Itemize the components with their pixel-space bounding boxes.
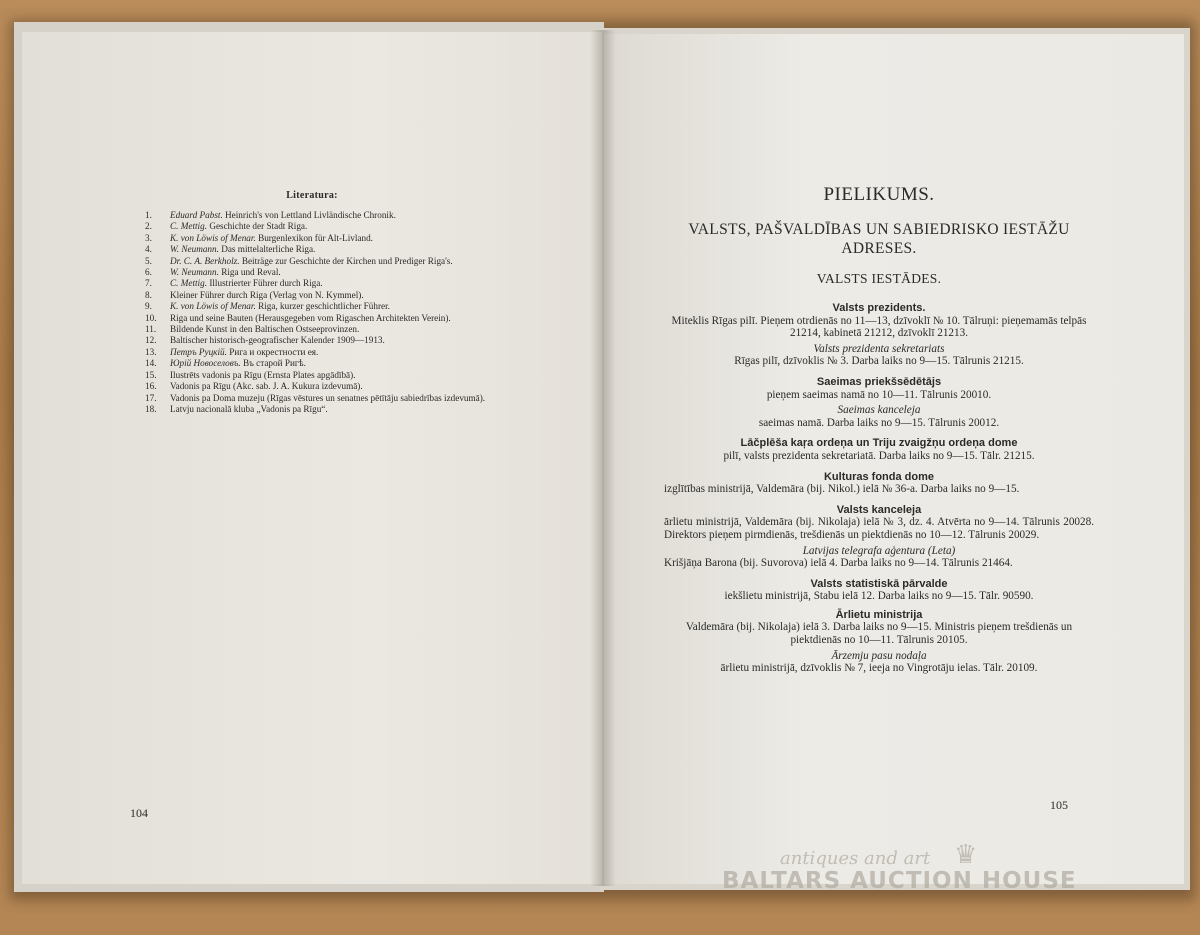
section-subtitle: Latvijas telegrafa aģentura (Leta): [802, 544, 956, 557]
section-subtext: Rīgas pilī, dzīvoklis № 3. Darba laiks no 9—15. Tālrunis 21215.: [734, 355, 1024, 368]
book-gutter: [590, 30, 616, 886]
section-subtext: ārlietu ministrijā, dzīvoklis № 7, ieeja no Vingrotāju ielas. Tālr. 20109.: [720, 662, 1038, 675]
section-text: ārlietu ministrijā, Valdemāra (bij. Nikolaja) ielā № 3, dz. 4. Atvērta no 9—14. Tālrunis 20028. Direktors pieņem pirmdienās, trešdienās un piektdienās no 10—12. Tālrunis 20029.: [664, 516, 1094, 541]
section-text: iekšlietu ministrijā, Stabu ielā 12. Darba laiks no 9—15. Tālr. 90590.: [724, 590, 1034, 603]
section-text: pilī, valsts prezidenta sekretariatā. Darba laiks no 9—15. Tālr. 21215.: [723, 449, 1035, 462]
section-subtitle: Ārzemju pasu nodaļa: [831, 649, 927, 662]
section-subtext: Krišjāņa Barona (bij. Suvorova) ielā 4. Darba laiks no 9—14. Tālrunis 21464.: [664, 557, 1013, 570]
list-item: 9. K. von Löwis of Menar. Riga, kurzer geschichtlicher Führer.: [145, 301, 390, 312]
list-item: 18. Latvju nacionalā kluba „Vadonis pa Rīgu“.: [145, 403, 328, 414]
list-item: 1. Eduard Pabst. Heinrich's von Lettland Livländische Chronik.: [145, 210, 396, 220]
page-number-left: 104: [130, 806, 148, 820]
section-title: Ārlietu ministrija: [835, 608, 923, 621]
list-item: 8. Kleiner Führer durch Riga (Verlag von N. Kymmel).: [145, 289, 364, 300]
list-item: 15. Ilustrēts vadonis pa Rīgu (Ernsta Plates apgādībā).: [145, 369, 356, 380]
section-title: Valsts prezidents.: [832, 302, 926, 314]
list-item: 17. Vadonis pa Doma muzeju (Rīgas vēstures un senatnes pētītāju sabiedrības izdevumā).: [145, 392, 486, 403]
list-item: 4. W. Neumann. Das mittelalterliche Riga.: [145, 244, 316, 255]
list-item: 3. K. von Löwis of Menar. Burgenlexikon für Alt-Livland.: [145, 232, 373, 243]
section-title: Valsts kanceleja: [836, 503, 922, 516]
watermark-tagline: antiques and art: [780, 848, 931, 869]
section-text: izglītības ministrijā, Valdemāra (bij. Nikol.) ielā № 36-a. Darba laiks no 9—15.: [664, 483, 1020, 496]
section-subtitle: Valsts prezidenta sekretariats: [813, 342, 945, 355]
literature-list: [145, 210, 585, 415]
list-item: 11. Bildende Kunst in den Baltischen Ostseeprovinzen.: [145, 324, 360, 335]
list-item: 6. W. Neumann. Riga und Reval.: [145, 267, 281, 278]
list-item: 7. C. Mettig. Illustrierter Führer durch Riga.: [145, 278, 323, 289]
section-title: Saeimas priekšsēdētājs: [816, 375, 942, 388]
institution-entries: [664, 296, 1094, 675]
page-number-right: 105: [1050, 798, 1068, 812]
right-page: [604, 34, 1184, 884]
list-item: 5. Dr. C. A. Berkholz. Beiträge zur Geschichte der Kirchen und Prediger Riga's.: [145, 255, 453, 266]
literature-title: Literatura:: [286, 190, 338, 201]
appendix-title: PIELIKUMS.: [823, 184, 935, 205]
section-text: Miteklis Rīgas pilī. Pieņem otrdienās no 11—13, dzīvoklī № 10. Tālruņi: pieņemamās telpās 21214, kabinetā 21212, dzīvoklī 21213.: [671, 314, 1087, 340]
section-subtext: saeimas namā. Darba laiks no 9—15. Tālrunis 20012.: [758, 416, 1000, 429]
list-item: 2. C. Mettig. Geschichte der Stadt Riga.: [145, 221, 308, 232]
section-text: pieņem saeimas namā no 10—11. Tālrunis 20010.: [766, 388, 992, 401]
addresses-heading: VALSTS, PAŠVALDĪBAS UN SABIEDRISKO IESTĀŽU ADRESES.: [688, 221, 1070, 257]
state-institutions-heading: VALSTS IESTĀDES.: [816, 271, 942, 286]
list-item: 13. Петръ Руцкій. Рига и окрестности ея.: [145, 346, 319, 357]
list-item: 12. Baltischer historisch-geografischer Kalender 1909—1913.: [145, 335, 385, 346]
section-title: Valsts statistiskā pārvalde: [810, 577, 948, 590]
section-text: Valdemāra (bij. Nikolaja) ielā 3. Darba laiks no 9—15. Ministris pieņem trešdienās un piektdienās no 10—11. Tālrunis 20105.: [685, 621, 1073, 647]
list-item: 14. Юрій Новоселовъ. Въ старой Ригѣ.: [145, 358, 306, 369]
section-title: Lāčplēša kaŗa ordeņa un Triju zvaigžņu ordeņa dome: [740, 437, 1018, 450]
section-title: Kulturas fonda dome: [823, 470, 934, 483]
crown-icon: ♛: [954, 840, 978, 869]
section-subtitle: Saeimas kanceleja: [837, 404, 921, 417]
left-page: [22, 32, 602, 884]
list-item: 10. Riga und seine Bauten (Herausgegeben vom Rigaschen Architekten Verein).: [145, 312, 451, 323]
watermark-brand: BALTARS AUCTION HOUSE: [722, 868, 1077, 894]
list-item: 16. Vadonis pa Rīgu (Akc. sab. J. A. Kukura izdevumā).: [145, 381, 363, 392]
